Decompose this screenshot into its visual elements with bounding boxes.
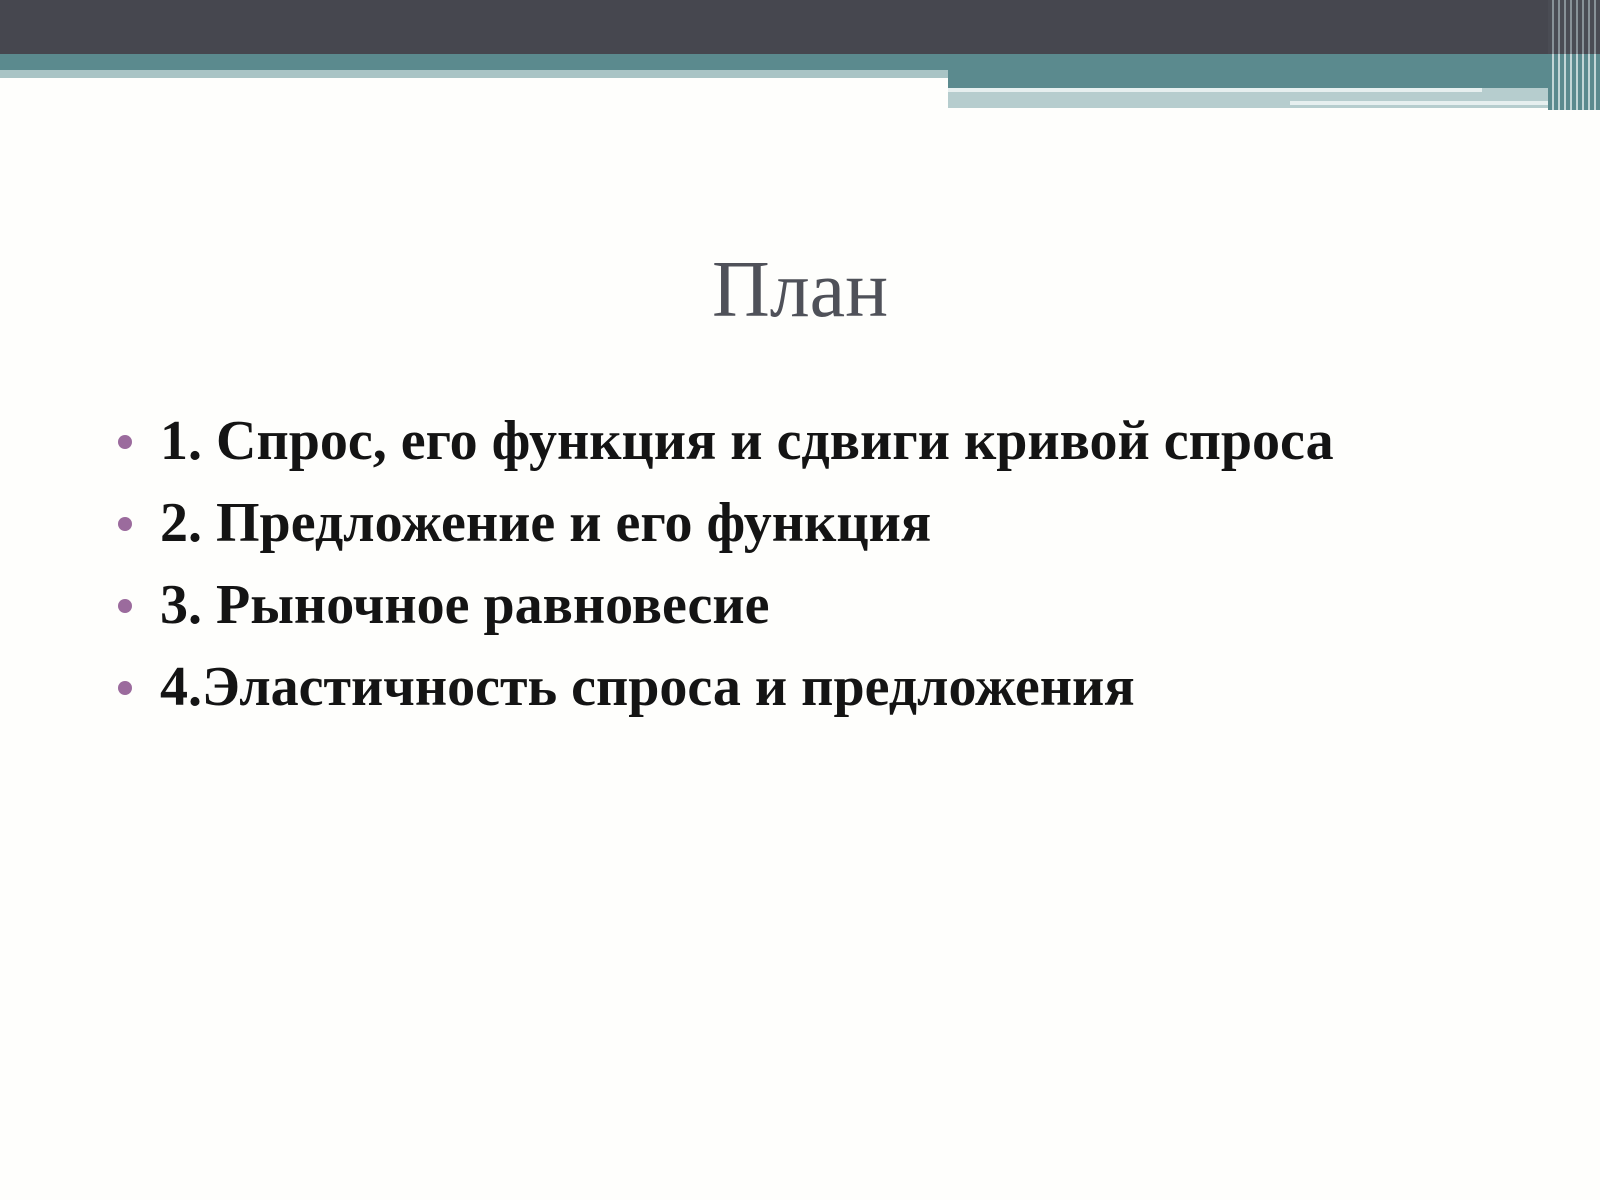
list-item-text: 4.Эластичность спроса и предложения bbox=[160, 656, 1135, 718]
header-band-teal-right bbox=[948, 54, 1600, 88]
header-band-light-left bbox=[0, 70, 948, 78]
header-band-thin-line bbox=[948, 88, 1482, 92]
list-item-text: 2. Предложение и его функция bbox=[160, 492, 932, 554]
header-band-teal-left bbox=[0, 54, 948, 70]
list-item bbox=[112, 564, 1572, 646]
list-item bbox=[112, 482, 1572, 564]
bullet-dot-icon bbox=[118, 435, 132, 449]
plan-list bbox=[112, 400, 1572, 728]
bullet-dot-icon bbox=[118, 681, 132, 695]
list-item bbox=[112, 400, 1572, 482]
list-item-text: 3. Рыночное равновесие bbox=[160, 574, 770, 636]
list-item-text: 1. Спрос, его функция и сдвиги кривой спроса bbox=[160, 410, 1334, 472]
bullet-dot-icon bbox=[118, 599, 132, 613]
bullet-dot-icon bbox=[118, 517, 132, 531]
list-item bbox=[112, 646, 1572, 728]
slide-title: План bbox=[711, 246, 888, 334]
edge-stripes-decoration-lower bbox=[1548, 54, 1600, 110]
header-band-dark bbox=[0, 0, 1600, 54]
